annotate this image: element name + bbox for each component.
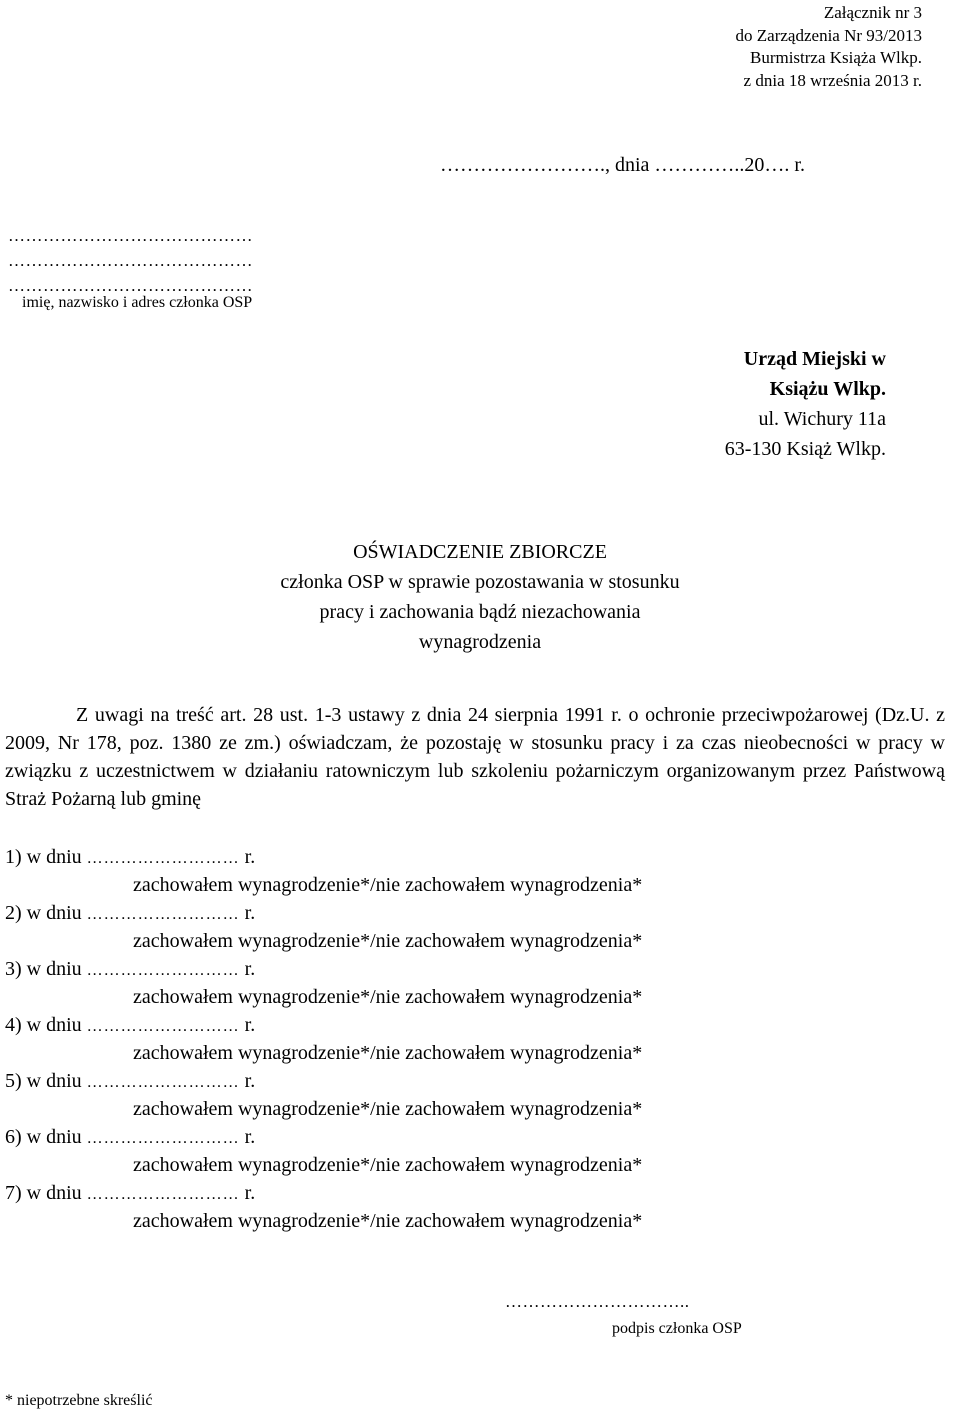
entry-number: 5) w dniu	[5, 1070, 82, 1092]
entry-number: 4) w dniu	[5, 1014, 82, 1036]
sender-line-2: ……………………………………	[8, 251, 253, 270]
declaration-paragraph: Z uwagi na treść art. 28 ust. 1-3 ustawy z dnia 24 sierpnia 1991 r. o ochronie przeciwpożarowej (Dz.U. z 2009, Nr 178, poz. 1380 ze zm.) oświadczam, że pozostaję w stosunku pracy i za czas nieobecności w pracy w związku z uczestnictwem w działaniu ratowniczym lub szkoleniu pożarniczym organizowanym przez Państwową Straż Pożarną lub gminę	[5, 704, 945, 810]
entry-date-line	[5, 955, 255, 985]
entry-number: 2) w dniu	[5, 902, 82, 924]
entry-date-line	[5, 899, 255, 929]
entry-option: zachowałem wynagrodzenie*/nie zachowałem wynagrodzenia*	[133, 1154, 643, 1176]
entry-date-dots: ………………………	[86, 1074, 240, 1091]
entry-option: zachowałem wynagrodzenie*/nie zachowałem wynagrodzenia*	[133, 1098, 643, 1120]
entry-option: zachowałem wynagrodzenie*/nie zachowałem wynagrodzenia*	[133, 1210, 643, 1232]
entry-option: zachowałem wynagrodzenie*/nie zachowałem wynagrodzenia*	[133, 986, 643, 1008]
sender-line-1: ……………………………………	[8, 226, 253, 245]
addressee-city: 63-130 Książ Wlkp.	[724, 438, 886, 460]
entry-date-dots: ………………………	[86, 1130, 240, 1147]
entry-number: 6) w dniu	[5, 1126, 82, 1148]
entry-date-line	[5, 1011, 255, 1041]
entry-suffix: r.	[244, 1014, 256, 1036]
entry-number: 3) w dniu	[5, 958, 82, 980]
entry-suffix: r.	[244, 1182, 256, 1204]
annex-header	[662, 2, 922, 92]
addressee-block	[646, 344, 886, 464]
entry-date-line	[5, 1179, 255, 1209]
entry-option: zachowałem wynagrodzenie*/nie zachowałem wynagrodzenia*	[133, 1042, 643, 1064]
addressee-name-line-2: Książu Wlkp.	[769, 378, 886, 400]
signature-caption: podpis członka OSP	[612, 1320, 742, 1337]
entry-date-dots: ………………………	[86, 906, 240, 923]
title-line-1: OŚWIADCZENIE ZBIORCZE	[353, 541, 607, 563]
entry-date-dots: ………………………	[86, 850, 240, 867]
signature-line: …………………………..	[505, 1292, 690, 1311]
entry-date-line	[5, 843, 255, 873]
annex-date: z dnia 18 września 2013 r.	[743, 70, 922, 90]
entry-date-dots: ………………………	[86, 962, 240, 979]
entry-suffix: r.	[244, 958, 256, 980]
sender-caption: imię, nazwisko i adres członka OSP	[22, 294, 253, 311]
entry-date-line	[5, 1123, 255, 1153]
entry-suffix: r.	[244, 846, 256, 868]
title-line-4: wynagrodzenia	[418, 631, 542, 653]
addressee-street: ul. Wichury 11a	[758, 408, 886, 430]
sender-block	[8, 222, 253, 297]
addressee-name-line-1: Urząd Miejski w	[743, 348, 886, 370]
entry-date-dots: ………………………	[86, 1186, 240, 1203]
document-title	[0, 537, 960, 657]
footnote: * niepotrzebne skreślić	[5, 1392, 153, 1409]
entry-number: 7) w dniu	[5, 1182, 82, 1204]
place-date-line: ……………………., dnia …………..20…. r.	[440, 154, 805, 176]
annex-ordinance: do Zarządzenia Nr 93/2013	[735, 25, 922, 45]
entry-suffix: r.	[244, 902, 256, 924]
entry-suffix: r.	[244, 1126, 256, 1148]
entry-number: 1) w dniu	[5, 846, 82, 868]
sender-line-3: ……………………………………	[8, 276, 253, 295]
title-line-3: pracy i zachowania bądź niezachowania	[319, 601, 641, 623]
entry-option: zachowałem wynagrodzenie*/nie zachowałem wynagrodzenia*	[133, 874, 643, 896]
entry-suffix: r.	[244, 1070, 256, 1092]
annex-issuer: Burmistrza Książa Wlkp.	[749, 48, 922, 67]
entry-date-line	[5, 1067, 255, 1097]
annex-number: Załącznik nr 3	[823, 3, 922, 22]
entry-date-dots: ………………………	[86, 1018, 240, 1035]
title-line-2: członka OSP w sprawie pozostawania w stosunku	[280, 571, 680, 593]
entry-option: zachowałem wynagrodzenie*/nie zachowałem wynagrodzenia*	[133, 930, 643, 952]
